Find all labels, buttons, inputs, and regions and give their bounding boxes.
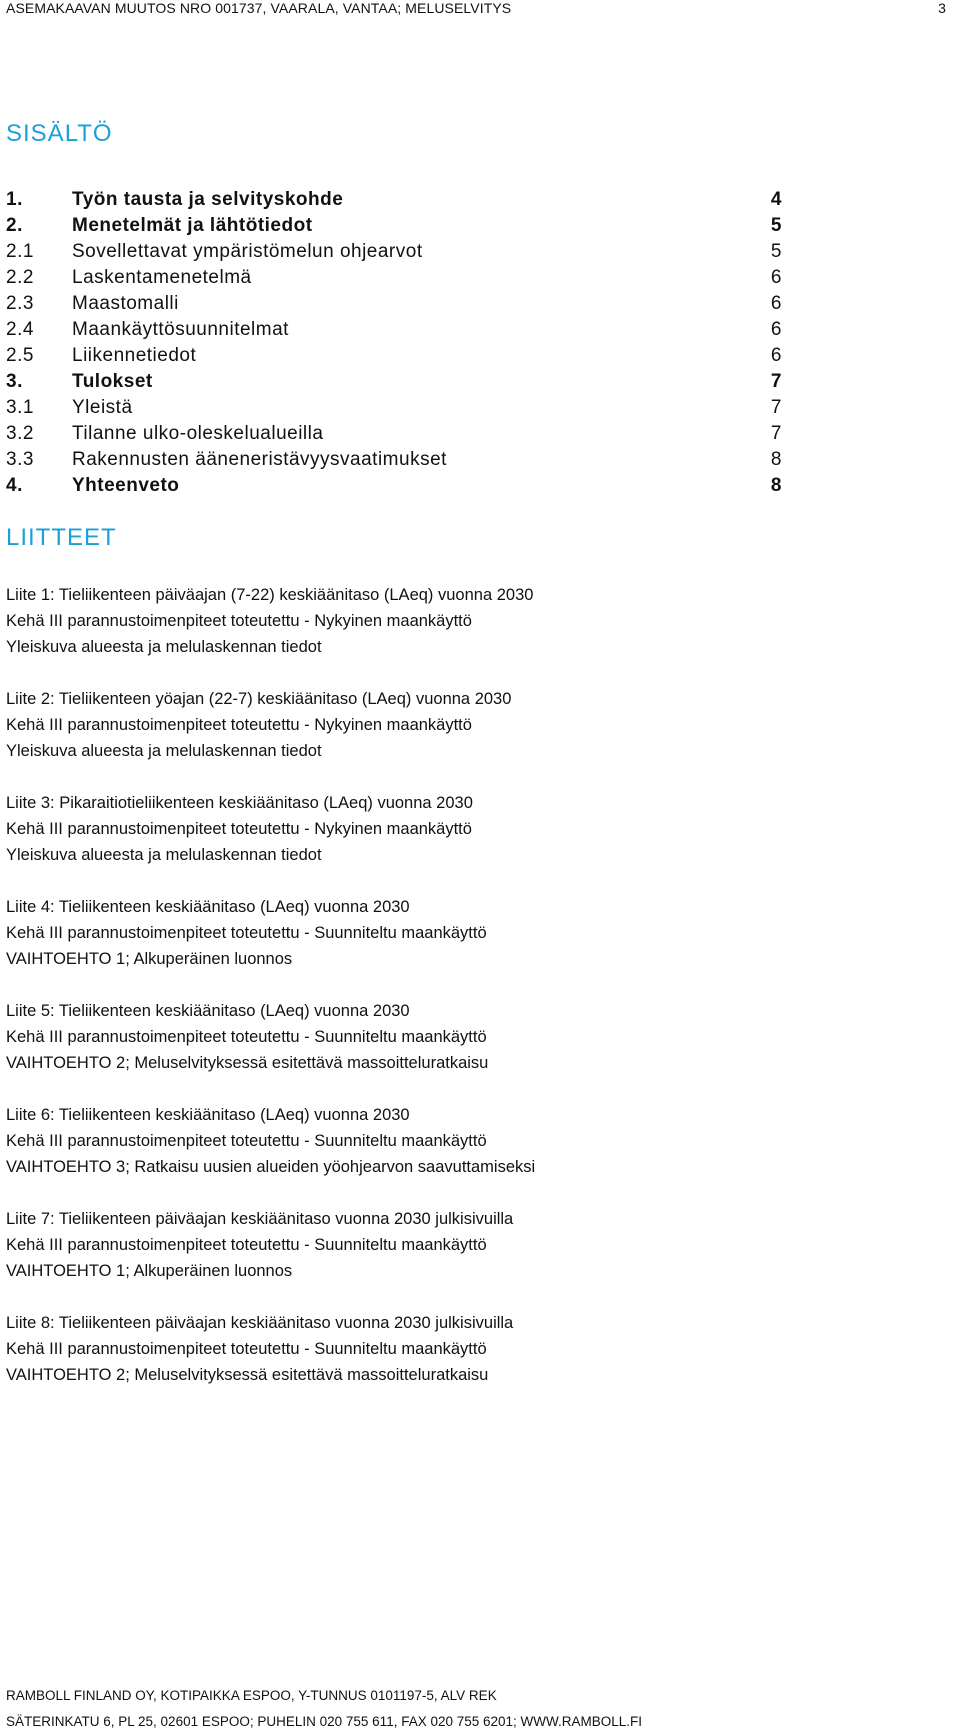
attachment-item (6, 1310, 906, 1388)
toc-entry-page: 7 (770, 397, 782, 418)
attachment-item (6, 1102, 906, 1180)
toc-entry-page: 5 (770, 241, 782, 262)
attachment-description: VAIHTOEHTO 1; Alkuperäinen luonnos (6, 1262, 293, 1280)
toc-entry-number: 3. (6, 371, 23, 392)
toc-entry-number: 2.5 (6, 345, 34, 366)
toc-entry-title: Maastomalli (72, 293, 179, 314)
attachments-heading: LIITTEET (6, 524, 117, 551)
toc-entry[interactable] (6, 267, 782, 293)
attachment-item (6, 790, 906, 868)
toc-entry[interactable] (6, 371, 782, 397)
attachment-title: Liite 1: Tieliikenteen päiväajan (7-22) keskiäänitaso (LAeq) vuonna 2030 (6, 586, 534, 604)
attachment-item (6, 1206, 906, 1284)
toc-entry-title: Liikennetiedot (72, 345, 197, 366)
attachments-list (6, 582, 906, 1414)
attachment-description: Yleiskuva alueesta ja melulaskennan tiedot (6, 846, 322, 864)
toc-entry-page: 7 (770, 423, 782, 444)
toc-entry-page: 6 (770, 293, 782, 314)
toc-entry-number: 2.1 (6, 241, 34, 262)
attachment-item (6, 582, 906, 660)
toc-entry-page: 6 (770, 267, 782, 288)
attachment-description: Kehä III parannustoimenpiteet toteutettu - Suunniteltu maankäyttö (6, 1340, 487, 1358)
toc-entry-title: Yleistä (72, 397, 133, 418)
toc-entry-number: 2.3 (6, 293, 34, 314)
toc-entry[interactable] (6, 475, 782, 501)
attachment-title: Liite 7: Tieliikenteen päiväajan keskiäänitaso vuonna 2030 julkisivuilla (6, 1210, 514, 1228)
attachment-description: Kehä III parannustoimenpiteet toteutettu - Nykyinen maankäyttö (6, 612, 472, 630)
attachment-description: VAIHTOEHTO 1; Alkuperäinen luonnos (6, 950, 293, 968)
toc-entry-title: Tilanne ulko-oleskelualueilla (72, 423, 324, 444)
toc-entry-title: Yhteenveto (72, 475, 180, 496)
toc-entry-title: Menetelmät ja lähtötiedot (72, 215, 313, 236)
attachment-title: Liite 8: Tieliikenteen päiväajan keskiäänitaso vuonna 2030 julkisivuilla (6, 1314, 514, 1332)
table-of-contents (6, 189, 782, 501)
footer-company-line: RAMBOLL FINLAND OY, KOTIPAIKKA ESPOO, Y-TUNNUS 0101197-5, ALV REK (6, 1688, 497, 1703)
toc-entry-number: 3.3 (6, 449, 34, 470)
attachment-title: Liite 5: Tieliikenteen keskiäänitaso (LAeq) vuonna 2030 (6, 1002, 410, 1020)
attachment-description: Yleiskuva alueesta ja melulaskennan tiedot (6, 638, 322, 656)
toc-entry[interactable] (6, 241, 782, 267)
toc-entry-title: Rakennusten ääneneristävyysvaatimukset (72, 449, 447, 470)
attachment-title: Liite 4: Tieliikenteen keskiäänitaso (LAeq) vuonna 2030 (6, 898, 410, 916)
attachment-description: VAIHTOEHTO 3; Ratkaisu uusien alueiden yöohjearvon saavuttamiseksi (6, 1158, 536, 1176)
toc-entry-title: Laskentamenetelmä (72, 267, 252, 288)
attachment-description: VAIHTOEHTO 2; Meluselvityksessä esitettävä massoitteluratkaisu (6, 1054, 489, 1072)
toc-entry-page: 4 (770, 189, 782, 210)
toc-entry[interactable] (6, 449, 782, 475)
toc-entry-number: 3.1 (6, 397, 34, 418)
toc-entry-page: 6 (770, 345, 782, 366)
attachment-item (6, 998, 906, 1076)
page-header (6, 0, 946, 18)
attachment-description: Kehä III parannustoimenpiteet toteutettu - Suunniteltu maankäyttö (6, 924, 487, 942)
page-number: 3 (938, 0, 946, 16)
document-title: ASEMAKAAVAN MUUTOS NRO 001737, VAARALA, VANTAA; MELUSELVITYS (6, 0, 512, 16)
toc-entry[interactable] (6, 293, 782, 319)
attachment-description: Kehä III parannustoimenpiteet toteutettu - Suunniteltu maankäyttö (6, 1028, 487, 1046)
attachment-title: Liite 3: Pikaraitiotieliikenteen keskiäänitaso (LAeq) vuonna 2030 (6, 794, 473, 812)
toc-entry-title: Tulokset (72, 371, 153, 392)
toc-entry-title: Maankäyttösuunnitelmat (72, 319, 289, 340)
toc-entry-number: 2.4 (6, 319, 34, 340)
toc-entry-number: 4. (6, 475, 23, 496)
attachment-description: Kehä III parannustoimenpiteet toteutettu - Suunniteltu maankäyttö (6, 1236, 487, 1254)
toc-entry-page: 8 (770, 475, 782, 496)
toc-entry-title: Työn tausta ja selvityskohde (72, 189, 344, 210)
toc-entry[interactable] (6, 189, 782, 215)
toc-entry[interactable] (6, 215, 782, 241)
toc-entry-page: 8 (770, 449, 782, 470)
toc-entry-number: 2.2 (6, 267, 34, 288)
attachment-item (6, 686, 906, 764)
footer-address-line: SÄTERINKATU 6, PL 25, 02601 ESPOO; PUHELIN 020 755 611, FAX 020 755 6201; WWW.RAMBOLL.FI (6, 1714, 643, 1729)
toc-entry[interactable] (6, 319, 782, 345)
toc-entry-title: Sovellettavat ympäristömelun ohjearvot (72, 241, 423, 262)
attachment-title: Liite 6: Tieliikenteen keskiäänitaso (LAeq) vuonna 2030 (6, 1106, 410, 1124)
attachment-description: VAIHTOEHTO 2; Meluselvityksessä esitettävä massoitteluratkaisu (6, 1366, 489, 1384)
attachment-description: Kehä III parannustoimenpiteet toteutettu - Suunniteltu maankäyttö (6, 1132, 487, 1150)
attachment-description: Yleiskuva alueesta ja melulaskennan tiedot (6, 742, 322, 760)
toc-entry-number: 2. (6, 215, 23, 236)
toc-entry[interactable] (6, 397, 782, 423)
toc-entry-page: 6 (770, 319, 782, 340)
toc-entry-number: 1. (6, 189, 23, 210)
toc-entry[interactable] (6, 345, 782, 371)
toc-entry[interactable] (6, 423, 782, 449)
attachment-description: Kehä III parannustoimenpiteet toteutettu - Nykyinen maankäyttö (6, 820, 472, 838)
toc-entry-number: 3.2 (6, 423, 34, 444)
attachment-title: Liite 2: Tieliikenteen yöajan (22-7) keskiäänitaso (LAeq) vuonna 2030 (6, 690, 512, 708)
page-footer (6, 1683, 642, 1735)
toc-entry-page: 5 (770, 215, 782, 236)
toc-heading: SISÄLTÖ (6, 120, 113, 147)
attachment-item (6, 894, 906, 972)
toc-entry-page: 7 (770, 371, 782, 392)
attachment-description: Kehä III parannustoimenpiteet toteutettu - Nykyinen maankäyttö (6, 716, 472, 734)
